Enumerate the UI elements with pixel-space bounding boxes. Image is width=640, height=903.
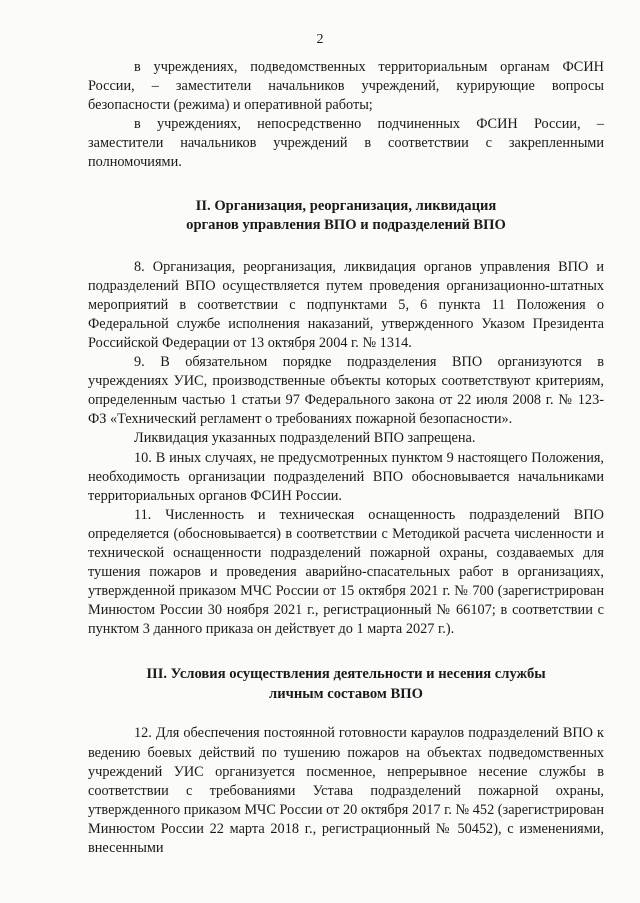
section-2-heading-line-2: органов управления ВПО и подразделений ВПО [186, 217, 506, 234]
section-2-heading-line-1: II. Организация, реорганизация, ликвидация [195, 197, 497, 214]
paragraph-item-11: 11. Численность и техническая оснащенность подразделений ВПО определяется (обосновывается) в соответствии с Методикой расчета численности и технической оснащенности подразделений пожарной охраны, создаваемых для тушения пожаров и проведения аварийно-спасательных работ в организациях, утвержденной приказом МЧС России от 15 октября 2021 г. № 700 (зарегистрирован Минюстом России 30 ноября 2021 г., регистрационный № 66107; в соответствии с пунктом 3 данного приказа он действует до 1 марта 2027 г.). [88, 506, 604, 638]
paragraph-liquidation-ban: Ликвидация указанных подразделений ВПО запрещена. [134, 430, 476, 447]
page-number: 2 [316, 32, 324, 47]
section-3-heading-line-1: III. Условия осуществления деятельности и несения службы [146, 666, 546, 683]
section-3-heading [88, 665, 604, 704]
paragraph-item-12: 12. Для обеспечения постоянной готовности караулов подразделений ВПО к ведению боевых действий по тушению пожаров на объектах подведомственных учреждений УИС организуется посменное, непрерывное несение службы в соответствии с требованиями Устава подразделений пожарной охраны, утвержденного приказом МЧС России от 20 октября 2017 г. № 452 (зарегистрирован Минюстом России 22 марта 2018 г., регистрационный № 50452), с изменениями, внесенными [88, 725, 604, 856]
section-2-heading [88, 197, 604, 236]
paragraph-item-9: 9. В обязательном порядке подразделения ВПО организуются в учреждениях УИС, производственные объекты которых соответствуют критериям, определенным частью 1 статьи 97 Федерального закона от 22 июля 2008 г. № 123-ФЗ «Технический регламент о требованиях пожарной безопасности». [88, 354, 604, 428]
section-3-heading-line-2: личным составом ВПО [269, 685, 423, 702]
paragraph-item-10: 10. В иных случаях, не предусмотренных пунктом 9 настоящего Положения, необходимость организации подразделений ВПО обосновывается начальниками территориальных органов ФСИН России. [88, 449, 604, 504]
paragraph-deputies-territorial: в учреждениях, подведомственных территориальным органам ФСИН России, – заместители начальников учреждений, курирующие вопросы безопасности (режима) и оперативной работы; [88, 59, 604, 114]
paragraph-item-8: 8. Организация, реорганизация, ликвидация органов управления ВПО и подразделений ВПО осуществляется путем проведения организационно-штатных мероприятий в соответствии с подпунктами 5, 6 пункта 11 Положения о Федеральной службе исполнения наказаний, утвержденного Указом Президента Российской Федерации от 13 октября 2004 г. № 1314. [88, 258, 604, 351]
paragraph-deputies-direct: в учреждениях, непосредственно подчиненных ФСИН России, – заместители начальников учреждений в соответствии с закрепленными полномочиями. [88, 116, 604, 171]
document-body [88, 58, 604, 858]
